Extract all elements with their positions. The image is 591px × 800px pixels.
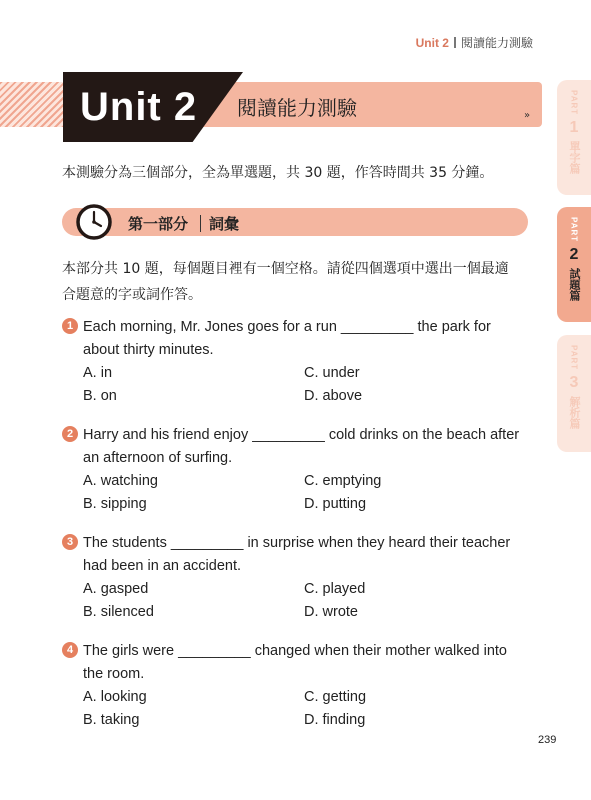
running-header bbox=[416, 34, 533, 51]
question-text-line: had been in an accident. bbox=[83, 558, 242, 574]
running-header-title: 閱讀能力測驗 bbox=[460, 36, 533, 50]
side-tab-part-2[interactable] bbox=[557, 207, 591, 322]
question-text-line: an afternoon of surfing. bbox=[83, 450, 233, 466]
question-text-line: the room. bbox=[83, 666, 145, 682]
unit-label: Unit 2 bbox=[80, 85, 198, 129]
option-a[interactable]: A. gasped bbox=[83, 581, 149, 597]
option-b[interactable]: B. sipping bbox=[83, 496, 147, 512]
option-d[interactable]: D. finding bbox=[304, 712, 366, 728]
page-number: 239 bbox=[538, 734, 557, 746]
tab-part-label: PART bbox=[569, 217, 579, 243]
option-a[interactable]: A. looking bbox=[83, 689, 147, 705]
option-c[interactable]: C. emptying bbox=[304, 473, 382, 489]
clock-icon bbox=[75, 203, 113, 241]
question-item bbox=[62, 424, 530, 524]
option-a[interactable]: A. watching bbox=[83, 473, 158, 489]
side-tab-part-3[interactable] bbox=[557, 335, 591, 452]
running-header-unit: Unit 2 bbox=[415, 36, 449, 50]
tab-part-number: 1 bbox=[569, 119, 579, 137]
question-text-line: about thirty minutes. bbox=[83, 342, 214, 358]
option-a[interactable]: A. in bbox=[83, 365, 113, 381]
side-tab-part-1[interactable] bbox=[557, 80, 591, 195]
question-number-badge: 3 bbox=[62, 534, 78, 550]
tab-part-title: 單字篇 bbox=[568, 141, 581, 175]
option-d[interactable]: D. above bbox=[304, 388, 363, 404]
section-subtitle: 詞彙 bbox=[209, 215, 240, 233]
option-b[interactable]: B. on bbox=[83, 388, 117, 404]
instructions bbox=[62, 256, 530, 308]
tab-part-number: 2 bbox=[569, 246, 579, 264]
question-number-badge: 1 bbox=[62, 318, 78, 334]
question-item bbox=[62, 640, 530, 740]
tab-part-title: 試題篇 bbox=[568, 268, 581, 302]
section-divider bbox=[200, 215, 201, 232]
option-c[interactable]: C. under bbox=[304, 365, 360, 381]
tab-part-label: PART bbox=[569, 345, 579, 371]
option-d[interactable]: D. putting bbox=[304, 496, 367, 512]
question-text-line: Each morning, Mr. Jones goes for a run _________ the park for bbox=[83, 319, 491, 335]
question-text-line: Harry and his friend enjoy _________ cold drinks on the beach after bbox=[83, 427, 520, 443]
question-item bbox=[62, 316, 530, 416]
question-text bbox=[83, 316, 529, 362]
question-number-badge: 2 bbox=[62, 426, 78, 442]
running-header-divider bbox=[454, 37, 456, 48]
question-text bbox=[83, 424, 529, 470]
tab-part-title: 解析篇 bbox=[568, 396, 581, 430]
question-item bbox=[62, 532, 530, 632]
question-text bbox=[83, 640, 529, 686]
option-c[interactable]: C. getting bbox=[304, 689, 367, 705]
question-text bbox=[83, 532, 529, 578]
option-c[interactable]: C. played bbox=[304, 581, 366, 597]
section-title: 第一部分 bbox=[128, 215, 189, 233]
instructions-line: 本部分共 10 題，每個題目裡有一個空格。請從四個選項中選出一個最適 bbox=[62, 261, 509, 277]
chevron-right-icon: » bbox=[524, 110, 531, 121]
question-text-line: The students _________ in surprise when they heard their teacher bbox=[83, 535, 511, 551]
question-number-badge: 4 bbox=[62, 642, 78, 658]
option-b[interactable]: B. silenced bbox=[83, 604, 154, 620]
option-d[interactable]: D. wrote bbox=[304, 604, 358, 620]
question-text-line: The girls were _________ changed when their mother walked into bbox=[83, 643, 507, 659]
intro-text: 本測驗分為三個部分，全為單選題，共 30 題，作答時間共 35 分鐘。 bbox=[62, 165, 494, 181]
tab-part-label: PART bbox=[569, 90, 579, 116]
instructions-line: 合題意的字或詞作答。 bbox=[62, 287, 202, 303]
tab-part-number: 3 bbox=[569, 374, 579, 392]
banner-title: 閱讀能力測驗 bbox=[237, 96, 357, 120]
option-b[interactable]: B. taking bbox=[83, 712, 140, 728]
